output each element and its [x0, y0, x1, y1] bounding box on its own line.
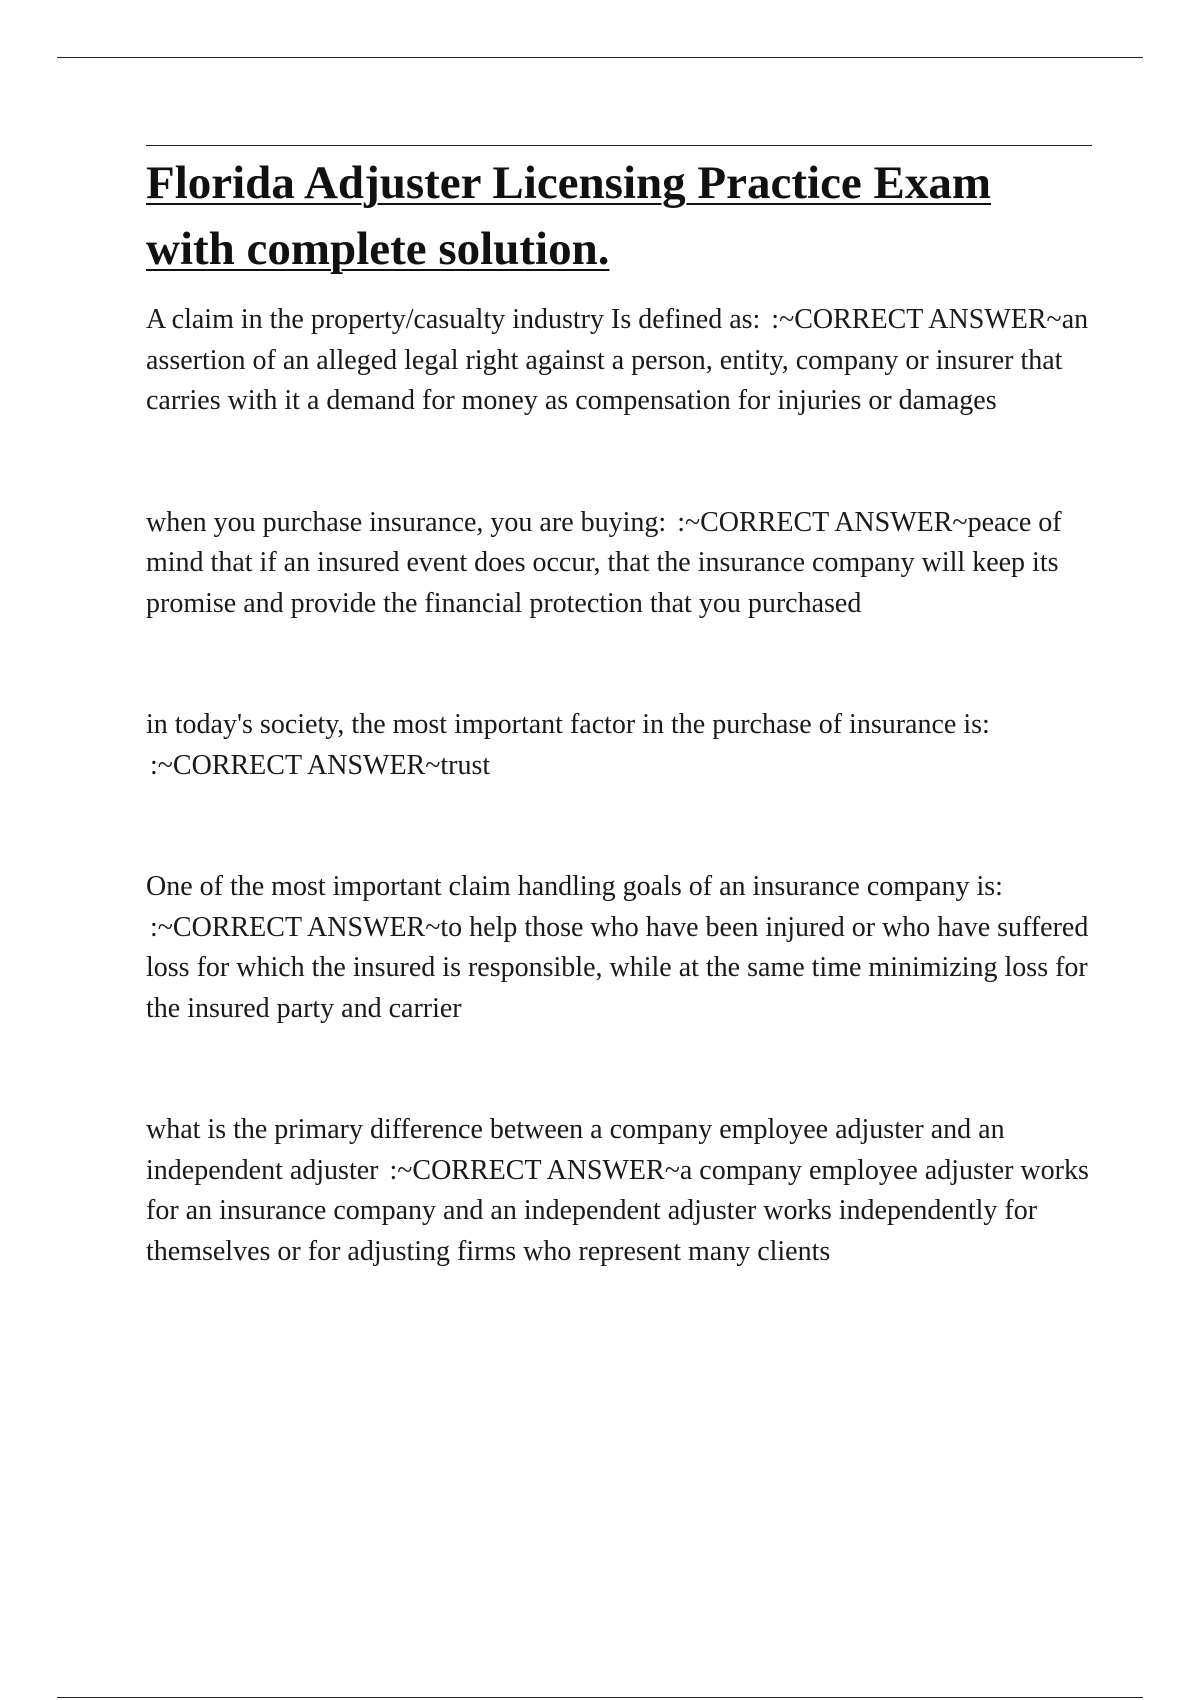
- question-1-text: A claim in the property/casualty industry Is defined as:: [146, 304, 768, 335]
- qa-item-3: [146, 705, 1092, 786]
- answer-4-text: to help those who have been injured or who have suffered loss for which the insured is responsible, while at the same time minimizing loss for the insured party and carrier: [146, 911, 1089, 1024]
- correct-answer-marker-1: :~CORRECT ANSWER~: [771, 304, 1062, 335]
- title-top-rule: [146, 145, 1092, 146]
- answer-2-text: peace of mind that if an insured event does occur, that the insurance company will keep its promise and provide the financial protection that you purchased: [146, 506, 1062, 619]
- answer-3-text: trust: [440, 749, 491, 781]
- qa-item-1: [146, 300, 1092, 422]
- page-top-rule: [57, 57, 1143, 58]
- correct-answer-marker-3: :~CORRECT ANSWER~: [150, 749, 441, 781]
- page-bottom-rule: [57, 1697, 1143, 1698]
- question-5-text: what is the primary difference between a company employee adjuster and an independent adjuster: [146, 1114, 1005, 1186]
- answer-1-text: an assertion of an alleged legal right against a person, entity, company or insurer that carries with it a demand for money as compensation for injuries or damages: [146, 304, 1089, 416]
- page-title-line-1: Florida Adjuster Licensing Practice Exam: [146, 157, 992, 209]
- qa-item-4: [146, 867, 1092, 1029]
- qa-list: [146, 300, 1092, 1272]
- page-title-line-2: with complete solution.: [146, 223, 610, 275]
- page-title: [146, 150, 1092, 282]
- document-body: [146, 145, 1092, 1353]
- question-2-text: when you purchase insurance, you are buying:: [146, 506, 674, 538]
- correct-answer-marker-2: :~CORRECT ANSWER~: [677, 506, 968, 538]
- question-3-text: in today's society, the most important factor in the purchase of insurance is:: [146, 709, 990, 740]
- question-4-text: One of the most important claim handling goals of an insurance company is:: [146, 871, 1003, 902]
- correct-answer-marker-5: :~CORRECT ANSWER~: [389, 1154, 680, 1186]
- correct-answer-marker-4: :~CORRECT ANSWER~: [150, 911, 441, 943]
- qa-item-2: [146, 503, 1092, 625]
- answer-5-text: a company employee adjuster works for an insurance company and an independent adjuster works independently for themselves or for adjusting firms who represent many clients: [146, 1154, 1089, 1267]
- qa-item-5: [146, 1110, 1092, 1272]
